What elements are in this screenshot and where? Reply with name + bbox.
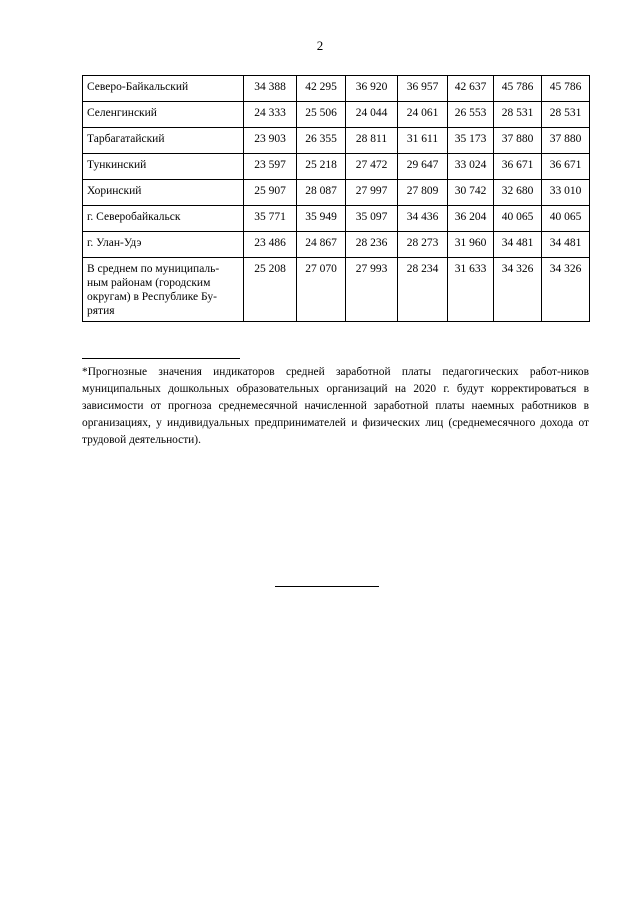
cell-value: 32 680 — [494, 180, 542, 206]
cell-value: 33 024 — [448, 154, 494, 180]
cell-value: 34 326 — [494, 258, 542, 322]
cell-value: 26 553 — [448, 102, 494, 128]
row-name: Северо-Байкальский — [83, 76, 244, 102]
cell-value: 28 087 — [297, 180, 346, 206]
cell-value: 34 388 — [244, 76, 297, 102]
table-row — [83, 206, 590, 232]
cell-value: 34 436 — [398, 206, 448, 232]
footnote-text: *Прогнозные значения индикаторов средней заработной платы педагогических работ-ников муниципальных дошкольных образовательных организаций на 2020 г. будут корректироваться в зависимости от прогноза среднемесячной начисленной заработной платы наемных работников в организациях, у индивидуальных предпринимателей и физических лиц (среднемесячного дохода от трудовой деятельности). — [82, 366, 589, 446]
row-name: г. Улан-Удэ — [83, 232, 244, 258]
cell-value: 34 326 — [542, 258, 590, 322]
cell-value: 37 880 — [542, 128, 590, 154]
table-row — [83, 76, 590, 102]
cell-value: 40 065 — [542, 206, 590, 232]
cell-value: 42 295 — [297, 76, 346, 102]
cell-value: 36 957 — [398, 76, 448, 102]
cell-value: 27 809 — [398, 180, 448, 206]
salary-indicators-table — [82, 75, 590, 322]
table-row-average — [83, 258, 590, 322]
row-name: Тункинский — [83, 154, 244, 180]
row-name: Селенгинский — [83, 102, 244, 128]
cell-value: 30 742 — [448, 180, 494, 206]
cell-value: 45 786 — [494, 76, 542, 102]
cell-value: 45 786 — [542, 76, 590, 102]
cell-value: 29 647 — [398, 154, 448, 180]
cell-value: 35 097 — [346, 206, 398, 232]
cell-value: 33 010 — [542, 180, 590, 206]
cell-value: 23 903 — [244, 128, 297, 154]
table-row — [83, 232, 590, 258]
cell-value: 37 880 — [494, 128, 542, 154]
cell-value: 27 472 — [346, 154, 398, 180]
cell-value: 31 633 — [448, 258, 494, 322]
cell-value: 25 208 — [244, 258, 297, 322]
cell-value: 36 204 — [448, 206, 494, 232]
cell-value: 26 355 — [297, 128, 346, 154]
cell-value: 25 218 — [297, 154, 346, 180]
cell-value: 34 481 — [494, 232, 542, 258]
cell-value: 24 333 — [244, 102, 297, 128]
cell-value: 28 234 — [398, 258, 448, 322]
row-name: Тарбагатайский — [83, 128, 244, 154]
row-name: Хоринский — [83, 180, 244, 206]
cell-value: 35 949 — [297, 206, 346, 232]
page-number: 2 — [316, 38, 324, 53]
cell-value: 23 486 — [244, 232, 297, 258]
cell-value: 35 771 — [244, 206, 297, 232]
table-row — [83, 180, 590, 206]
cell-value: 36 920 — [346, 76, 398, 102]
cell-value: 28 236 — [346, 232, 398, 258]
cell-value: 27 993 — [346, 258, 398, 322]
cell-value: 24 061 — [398, 102, 448, 128]
cell-value: 40 065 — [494, 206, 542, 232]
cell-value: 36 671 — [542, 154, 590, 180]
cell-value: 35 173 — [448, 128, 494, 154]
cell-value: 27 070 — [297, 258, 346, 322]
cell-value: 28 811 — [346, 128, 398, 154]
cell-value: 23 597 — [244, 154, 297, 180]
row-name: г. Северобайкальск — [83, 206, 244, 232]
cell-value: 24 044 — [346, 102, 398, 128]
row-name: В среднем по муниципаль-ным районам (городским округам) в Республике Бу-рятия — [83, 258, 244, 322]
cell-value: 28 273 — [398, 232, 448, 258]
cell-value: 31 960 — [448, 232, 494, 258]
end-separator — [275, 586, 379, 587]
footnote-separator — [82, 358, 240, 359]
table-row — [83, 154, 590, 180]
table-row — [83, 128, 590, 154]
cell-value: 24 867 — [297, 232, 346, 258]
cell-value: 36 671 — [494, 154, 542, 180]
cell-value: 28 531 — [542, 102, 590, 128]
cell-value: 31 611 — [398, 128, 448, 154]
cell-value: 25 506 — [297, 102, 346, 128]
cell-value: 34 481 — [542, 232, 590, 258]
cell-value: 27 997 — [346, 180, 398, 206]
cell-value: 28 531 — [494, 102, 542, 128]
table-row — [83, 102, 590, 128]
cell-value: 25 907 — [244, 180, 297, 206]
cell-value: 42 637 — [448, 76, 494, 102]
